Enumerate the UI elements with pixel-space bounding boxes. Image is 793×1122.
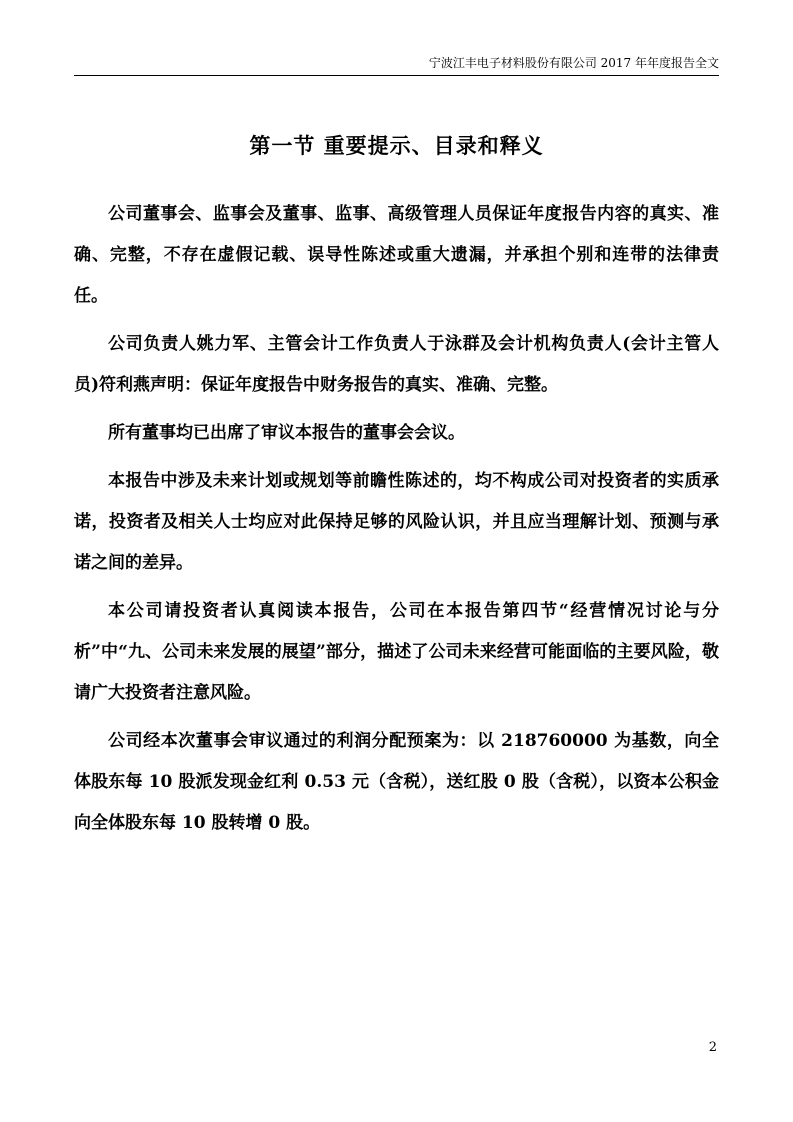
paragraph-responsible-persons: 公司负责人姚力军、主管会计工作负责人于泳群及会计机构负责人(会计主管人员)符利燕声明：保证年度报告中财务报告的真实、准确、完整。 <box>74 334 719 395</box>
page-header <box>74 55 719 76</box>
paragraph-profit-distribution: 公司经本次董事会审议通过的利润分配预案为：以 218760000 为基数，向全体股东每 10 股派发现金红利 0.53 元（含税），送红股 0 股（含税），以资本公积金向全体股东每 10 股转增 0 股。 <box>74 731 719 833</box>
paragraph-directors-attendance: 所有董事均已出席了审议本报告的董事会会议。 <box>108 423 465 443</box>
paragraph-risk-notice: 本公司请投资者认真阅读本报告，公司在本报告第四节“经营情况讨论与分析”中“九、公司未来发展的展望”部分，描述了公司未来经营可能面临的主要风险，敬请广大投资者注意风险。 <box>74 601 719 703</box>
document-body <box>74 194 719 851</box>
page-number: 2 <box>708 1040 717 1055</box>
paragraph-board-guarantee: 公司董事会、监事会及董事、监事、高级管理人员保证年度报告内容的真实、准确、完整，不存在虚假记载、误导性陈述或重大遗漏，并承担个别和连带的法律责任。 <box>74 204 719 306</box>
section-title: 第一节 重要提示、目录和释义 <box>249 133 544 158</box>
header-text: 宁波江丰电子材料股份有限公司 2017 年年度报告全文 <box>428 56 719 70</box>
paragraph-forward-looking: 本报告中涉及未来计划或规划等前瞻性陈述的，均不构成公司对投资者的实质承诺，投资者及相关人士均应对此保持足够的风险认识，并且应当理解计划、预测与承诺之间的差异。 <box>74 471 719 573</box>
